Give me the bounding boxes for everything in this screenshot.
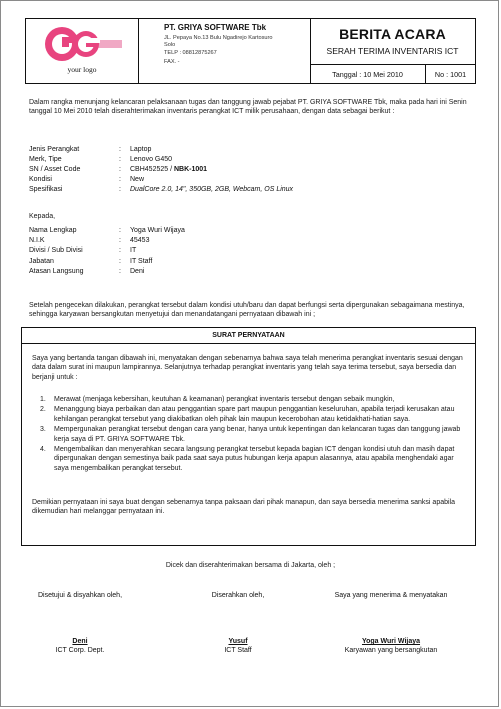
signature-block-submitter	[163, 637, 313, 655]
document-number: No : 1001	[434, 70, 467, 79]
document-subtitle: SERAH TERIMA INVENTARIS ICT	[326, 46, 459, 56]
title-block	[310, 19, 475, 83]
field-value: 45453	[130, 237, 150, 244]
field-value: Yoga Wuri Wijaya	[130, 227, 185, 234]
field-separator: :	[119, 166, 121, 173]
signature-heading-approver: Disetujui & disyahkan oleh,	[37, 592, 123, 599]
list-item	[40, 425, 465, 444]
field-label: Kondisi	[29, 176, 52, 183]
company-logo-icon	[42, 25, 122, 63]
document-meta	[310, 64, 475, 84]
list-text: Mempergunakan perangkat tersebut dengan cara yang benar, hanya untuk kepentingan dan kelancaran tugas dan tanggung jawab kerja saya di PT. GRIYA SOFTWARE Tbk.	[54, 426, 461, 443]
field-label: N.I.K	[29, 237, 45, 244]
logo-caption: your logo	[67, 65, 97, 74]
field-separator: :	[119, 146, 121, 153]
statement-box	[21, 327, 476, 546]
field-value: IT Staff	[130, 258, 153, 265]
company-info	[138, 19, 311, 83]
company-fax: FAX. -	[164, 59, 180, 65]
field-value	[130, 165, 207, 175]
field-label: Atasan Langsung	[29, 268, 84, 275]
statement-closing: Demikian pernyataan ini saya buat dengan sebenarnya tanpa paksaan dari pihak manapun, dan saya bersedia menerima sanksi apabila dikemudian hari melanggar pernyataan ini.	[32, 499, 455, 516]
field-label: Divisi / Sub Divisi	[29, 247, 83, 254]
field-separator: :	[119, 247, 121, 254]
signer-role: ICT Staff	[224, 647, 252, 654]
list-item	[40, 445, 465, 473]
document-date: Tanggal : 10 Mei 2010	[310, 65, 426, 84]
company-phone: TELP : 08812875267	[164, 50, 217, 56]
field-label: Nama Lengkap	[29, 227, 77, 234]
field-separator: :	[119, 268, 121, 275]
serial-number: CBH452525 /	[130, 166, 174, 173]
field-separator: :	[119, 237, 121, 244]
list-text: Mengembalikan dan menyerahkan secara langsung perangkat tersebut kepada bagian ICT dengan kondisi utuh dan masih dapat dipergunakan dengan semestinya baik pada saat saya putus hubungan kerja apapun alasannya, atau apabila menghendaki agar saya mengembalikan perangkat tersebut.	[54, 446, 455, 472]
document-header	[25, 18, 476, 84]
signer-name: Yusuf	[228, 638, 248, 645]
list-text: Menanggung biaya perbaikan dan atau penggantian spare part maupun penggantian keseluruhan, apabila terjadi kerusakan atau kehilangan perangkat tersebut yang diakibatkan oleh pihak lain maupun kecerobohan atau ketidakhati-hatian saya.	[54, 406, 455, 423]
signer-role: Karyawan yang bersangkutan	[344, 647, 438, 654]
field-label: Jenis Perangkat	[29, 146, 80, 153]
signer-name: Deni	[72, 638, 88, 645]
field-separator: :	[119, 186, 121, 193]
signer-name: Yoga Wuri Wijaya	[361, 638, 421, 645]
field-value: IT	[130, 247, 137, 254]
signer-role: ICT Corp. Dept.	[55, 647, 105, 654]
field-value: Laptop	[130, 146, 152, 153]
asset-code: NBK-1001	[173, 166, 208, 173]
field-separator: :	[119, 156, 121, 163]
handover-line: Dicek dan diserahterimakan bersama di Jakarta, oleh ;	[165, 562, 336, 569]
inspection-paragraph: Setelah pengecekan dilakukan, perangkat tersebut dalam kondisi utuh/baru dan dapat berfungsi serta dipergunakan sebagaimana mestinya, sehingga karyawan bersangkutan menyetujui dan menandatangani pernyataan dibawah ini ;	[29, 302, 465, 319]
list-item	[40, 405, 465, 424]
statement-list	[40, 395, 465, 474]
signature-block-approver	[5, 637, 155, 655]
intro-paragraph: Dalam rangka menunjang kelancaran pelaksanaan tugas dan tanggung jawab pejabat PT. GRIYA SOFTWARE Tbk, maka pada hari ini Senin tanggal 10 Mei 2010 telah diserahterimakan inventaris perangkat ICT milik perusahaan, dengan data sebagai berikut :	[29, 99, 467, 116]
signature-block-recipient	[316, 637, 466, 655]
field-separator: :	[119, 176, 121, 183]
field-value: New	[130, 176, 145, 183]
list-number: 4.	[40, 446, 46, 454]
field-label: SN / Asset Code	[29, 166, 81, 173]
logo-cell	[26, 19, 139, 83]
field-separator: :	[119, 258, 121, 265]
field-value: Deni	[130, 268, 145, 275]
statement-intro: Saya yang bertanda tangan dibawah ini, menyatakan dengan sebenarnya bahwa saya telah menerima perangkat inventaris sesuai dengan data dalam surat ini maupun lampirannya. Selanjutnya terhadap perangkat inventaris yang telah saya terima tersebut, saya bersedia dan berjanji untuk :	[32, 355, 463, 381]
signature-heading-submitter: Diserahkan oleh,	[211, 592, 265, 599]
field-label: Merk, Tipe	[29, 156, 62, 163]
list-item	[40, 395, 465, 404]
kepada-label: Kepada,	[29, 213, 56, 220]
field-label: Jabatan	[29, 258, 54, 265]
company-name: PT. GRIYA SOFTWARE Tbk	[164, 23, 267, 32]
field-label: Spesifikasi	[29, 186, 63, 193]
list-number: 3.	[40, 426, 46, 434]
field-value: Lenovo G450	[130, 156, 173, 163]
list-number: 1.	[40, 396, 46, 403]
list-number: 2.	[40, 406, 46, 414]
list-text: Merawat (menjaga kebersihan, keutuhan & keamanan) perangkat inventaris tersebut dengan sebaik mungkin,	[54, 396, 395, 403]
field-separator: :	[119, 227, 121, 234]
document-title: BERITA ACARA	[339, 26, 446, 42]
signature-heading-recipient: Saya yang menerima & menyatakan	[334, 592, 448, 599]
field-value: DualCore 2.0, 14", 350GB, 2GB, Webcam, OS Linux	[130, 186, 294, 193]
statement-title: SURAT PERNYATAAN	[22, 328, 475, 344]
company-address-line-2: Solo	[164, 42, 176, 48]
company-address-line-1: JL. Pepaya No.13 Bulu Ngadirejo Kartosuro	[164, 35, 273, 41]
